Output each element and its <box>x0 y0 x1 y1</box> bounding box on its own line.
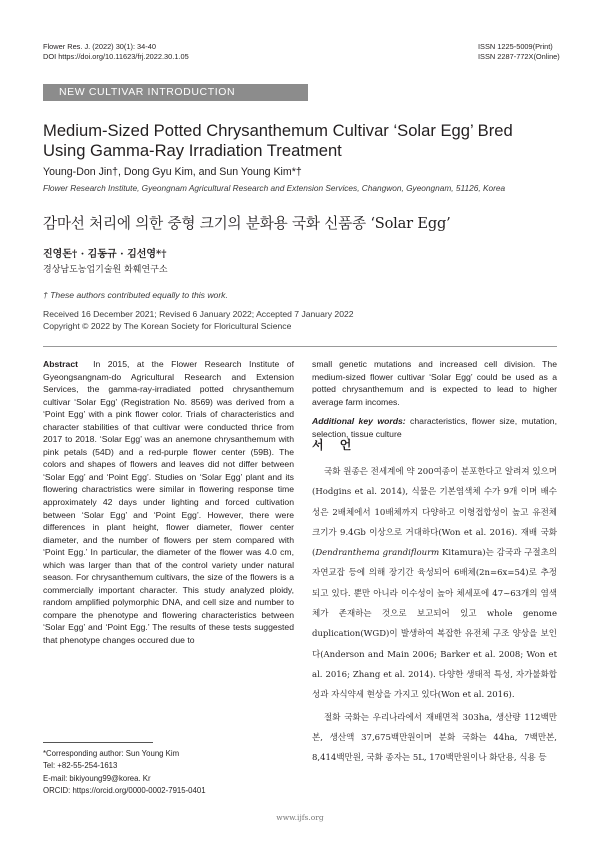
intro-p1-part-b: Kitamura)는 감국과 구절초의 자연교잡 등에 의해 장기간 육성되어 6배체(2n=6x=54)로 추정되고 있다. 뿐만 아니라 이수성이 높아 체세포에 47~63개의 염색체가 존재하는 것으로 보고되어 있고 whole genome duplication(WGD)이 발생하여 복잡한 유전체 구조 양상을 보인다(Anderson and Main 2006; Barker et al. 2008; Won et al. 2016; Zhang et al. 2014). 다양한 생태적 특성, 자가불화합성과 자식약세 현상을 가지고 있다(Won et al. 2016). <box>312 548 557 701</box>
affiliation: Flower Research Institute, Gyeongnam Agricultural Research and Extension Services, Changwon, Gyeongnam, 51126, Korea <box>43 183 506 193</box>
author-orcid[interactable]: ORCID: https://orcid.org/0000-0002-7915-0401 <box>43 785 206 795</box>
species-name: Dendranthema grandiflourm <box>315 548 440 559</box>
author-email[interactable]: E-mail: bikiyoung99@korea. Kr <box>43 773 151 783</box>
corresponding-author: *Corresponding author: Sun Young Kim <box>43 749 180 758</box>
corresponding-author-footnote <box>43 748 206 797</box>
doi-line[interactable]: DOI https://doi.org/10.11623/frj.2022.30.1.05 <box>43 52 189 61</box>
intro-p1-part-a: 국화 원종은 전세계에 약 200여종이 분포한다고 알려져 있으며(Hodgins et al. 2014), 식물은 기본염색체 수가 9개 이며 배수성은 2배체에서 10배체까지 다양하고 이형접합성이 높고 유전체 크기가 9.4Gb 이상으로 거대하다(Won et al. 2016). 재배 국화( <box>312 467 557 559</box>
korean-affiliation: 경상남도농업기술원 화훼연구소 <box>43 265 168 275</box>
journal-url[interactable]: www.ijfs.org <box>276 813 324 822</box>
abstract-continued: small genetic mutations and increased cell division. The medium-sized flower cultivar ‘Solar Egg’ could be used as a potted chrysanthemum and is expected to lead to higher average farm incomes. <box>312 359 557 407</box>
journal-citation: Flower Res. J. (2022) 30(1): 34-40 <box>43 42 156 51</box>
copyright-line: Copyright © 2022 by The Korean Society for Floricultural Science <box>43 321 292 332</box>
keywords-label: Additional key words: <box>312 416 406 427</box>
issn-online: ISSN 2287-772X(Online) <box>478 52 560 61</box>
title-line-1: Medium-Sized Potted Chrysanthemum Cultivar ‘Solar Egg’ Bred <box>43 121 513 140</box>
history-dates: Received 16 December 2021; Revised 6 January 2022; Accepted 7 January 2022 <box>43 309 354 319</box>
abstract-continued-block <box>312 358 557 440</box>
korean-title: 감마선 처리에 의한 중형 크기의 분화용 국화 신품종 ‘Solar Egg’ <box>43 215 451 232</box>
equal-contribution-note: † These authors contributed equally to this work. <box>43 290 228 300</box>
divider <box>43 346 557 347</box>
introduction-body <box>312 462 557 768</box>
title-line-2: Using Gamma-Ray Irradiation Treatment <box>43 140 342 160</box>
author-tel: Tel: +82-55-254-1613 <box>43 761 118 771</box>
footnote-divider <box>43 742 153 743</box>
intro-paragraph-1 <box>312 462 557 706</box>
issn-print: ISSN 1225-5009(Print) <box>478 42 553 51</box>
intro-paragraph-2: 절화 국화는 우리나라에서 재배면적 303ha, 생산량 112백만본, 생산액 37,675백만원이며 분화 국화는 44ha, 7백만본, 8,414백만원, 국화 종자는 5L, 170백만원이나 화단용, 식용 등 <box>312 712 557 764</box>
section-heading-introduction: 서 언 <box>312 438 358 452</box>
abstract-text: In 2015, at the Flower Research Institute of Gyeongsangnam-do Agricultural Research and Extension Services, the gamma-ray-irradiated potted chrysanthemum cultivar ‘Solar Egg’ (Registration No. 8569) was derived from a ‘Point Egg’ with a pink flower color. Trials of characteristics and character stabilities of that cultivar were conducted thrice from 2017 to 2018. ‘Solar Egg’ was an anemone chrysanthemum with pink petals (54D) and a red-purple flower center (59B). The colors and shapes of flowers and leaves did not differ between ‘Solar Egg’ and ‘Point Egg’. Studies on ‘Solar Egg’ plant and its flowering charactristics were similar in flowering response time approximately 42 days under lighting and forced cultivation between ‘Solar Egg’ and ‘Point Egg’. However, there were differences in plant height, flower diameter, flower center diameter, and the number of flowers per stem compared with ‘Point Egg.’ In particular, the diameter of the flower was 4.0 cm, which was larger than that of the control variety under natural season. For chrysanthemum cultivars, the size of the flowers is a commercially important character. This study analyzed ploidy, random amplified polymorphic DNA, and cell size and number to compare the phenotype and flowering characteristics between ‘Solar Egg’ and ‘Point Egg.’ The results of these tests suggested that phenotype changes occured due to <box>43 359 294 646</box>
author-list: Young-Don Jin†, Dong Gyu Kim, and Sun Young Kim*† <box>43 166 302 178</box>
keywords-text: characteristics, flower size, mutation, selection, tissue culture <box>312 416 557 439</box>
abstract-label: Abstract <box>43 359 78 369</box>
article-type-banner: NEW CULTIVAR INTRODUCTION <box>43 84 308 101</box>
abstract-block <box>43 358 294 647</box>
article-title <box>43 121 563 160</box>
korean-author-list: 진영돈† · 김동규 · 김선영*† <box>43 249 167 260</box>
article-dates <box>43 308 354 332</box>
